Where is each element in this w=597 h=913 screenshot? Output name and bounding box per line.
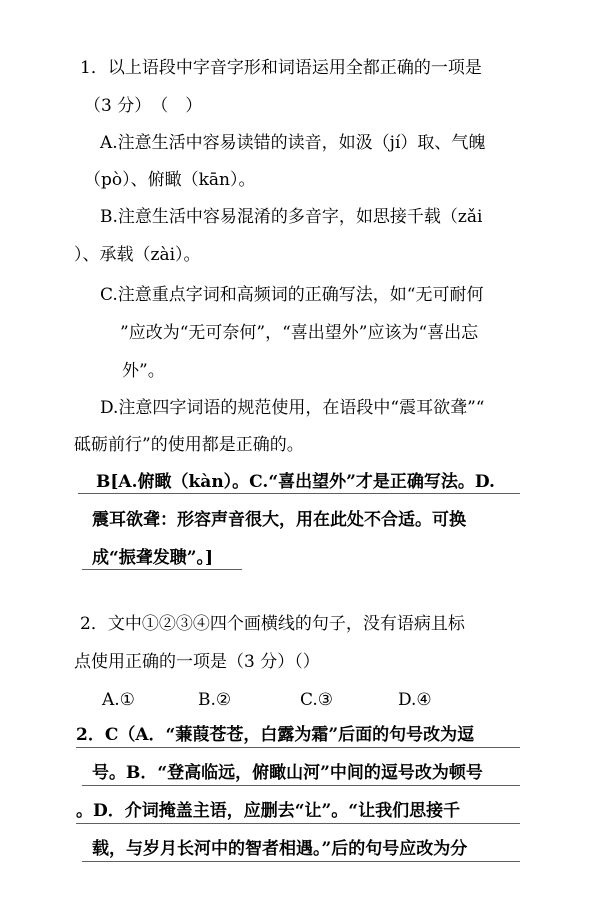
q2-answer-underline-4	[82, 861, 520, 862]
q2-stem-line2: 点使用正确的一项是（3 分）（）	[74, 652, 320, 672]
q2-answer-line2: 号。B．“登高临远，俯瞰山河”中间的逗号改为顿号	[92, 763, 483, 783]
q1-option-c-line1: C.注意重点字词和高频词的正确写法，如“无可耐何	[100, 285, 484, 305]
q2-option-d: D.④	[398, 690, 432, 710]
q1-answer-underline-3	[82, 569, 242, 570]
q1-answer-line2: 震耳欲聋：形容声音很大，用在此处不合适。可换	[92, 510, 466, 530]
q1-option-d-line1: D.注意四字词语的规范使用，在语段中“震耳欲聋”“	[100, 398, 485, 418]
q1-answer-line1: B[A.俯瞰（kàn）。C.“喜出望外”才是正确写法。D.	[96, 472, 495, 492]
q1-answer-underline-1	[78, 493, 520, 494]
q1-stem-line1: 1．以上语段中字音字形和词语运用全都正确的一项是	[80, 58, 482, 78]
q1-answer-line3: 成“振聋发聩”。]	[92, 548, 214, 568]
q2-answer-line1: 2．C（A．“蒹葭苍苍，白露为霜”后面的句号改为逗	[76, 725, 475, 745]
q1-option-b-line2: ）、承载（zài）。	[74, 245, 201, 265]
q1-stem-line2: （3 分） （ ）	[84, 96, 203, 116]
q2-answer-underline-1	[76, 747, 520, 748]
q2-answer-underline-2	[82, 785, 520, 786]
q2-answer-line4: 载，与岁月长河中的智者相遇。”后的句号应改为分	[92, 839, 468, 859]
q1-option-a-line1: A.注意生活中容易读错的读音，如汲（jí）取、气魄	[100, 133, 486, 153]
q1-option-b-line1: B.注意生活中容易混淆的多音字，如思接千载（zǎi	[100, 207, 483, 227]
q2-option-a: A.①	[102, 690, 135, 710]
q2-option-b: B.②	[198, 690, 232, 710]
q2-stem-line1: 2．文中①②③④四个画横线的句子，没有语病且标	[80, 614, 465, 634]
q1-option-d-line2: 砥砺前行”的使用都是正确的。	[74, 435, 304, 455]
q1-option-a-line2: （pò）、俯瞰（kān）。	[84, 170, 256, 190]
q1-option-c-line3: 外”。	[122, 361, 165, 381]
q2-answer-line3: 。D．介词掩盖主语，应删去“让”。“让我们思接千	[76, 801, 461, 821]
q2-option-c: C.③	[300, 690, 334, 710]
q2-answer-underline-3	[76, 823, 520, 824]
q1-option-c-line2: ”应改为“无可奈何”，“喜出望外”应该为“喜出忘	[120, 323, 479, 343]
